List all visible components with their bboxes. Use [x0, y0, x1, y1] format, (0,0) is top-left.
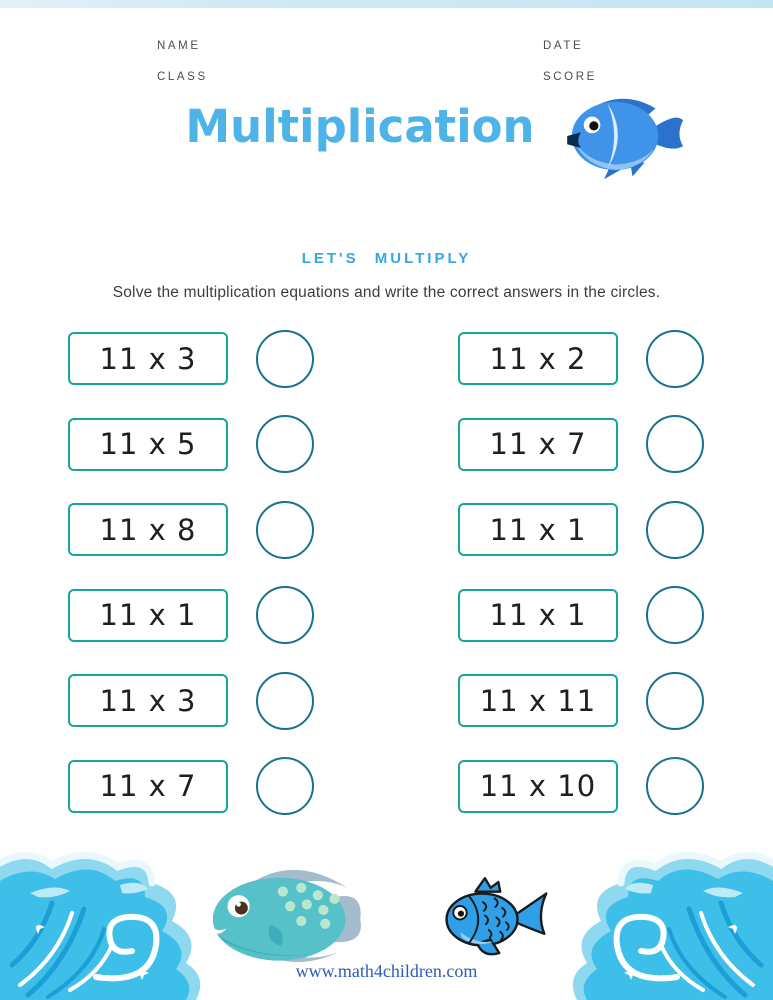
section-heading: LET'S MULTIPLY	[301, 250, 472, 267]
equation-box	[68, 503, 228, 556]
equation-text: 11 x 1	[99, 598, 197, 632]
equation-box	[68, 674, 228, 727]
equation-box	[458, 418, 618, 471]
answer-circle[interactable]	[646, 330, 704, 388]
date-label: DATE	[543, 40, 584, 52]
problem-row	[458, 589, 704, 642]
equation-text: 11 x 2	[489, 341, 587, 376]
problem-row	[458, 332, 704, 385]
answer-circle[interactable]	[646, 586, 704, 644]
problems-column-right	[458, 332, 704, 813]
problem-row	[68, 418, 314, 471]
score-label: SCORE	[543, 71, 597, 83]
answer-circle[interactable]	[646, 757, 704, 815]
equation-box	[458, 332, 618, 385]
answer-circle[interactable]	[256, 330, 314, 388]
answer-circle[interactable]	[256, 501, 314, 559]
instruction-text: Solve the multiplication equations and write the correct answers in the circles.	[112, 284, 661, 301]
equation-box	[458, 674, 618, 727]
equation-box	[458, 760, 618, 813]
equation-box	[68, 760, 228, 813]
problem-row	[68, 674, 314, 727]
problem-row	[68, 332, 314, 385]
top-accent-bar	[0, 0, 773, 8]
problems-column-left	[68, 332, 314, 813]
answer-circle[interactable]	[646, 672, 704, 730]
equation-box	[68, 589, 228, 642]
equation-box	[68, 332, 228, 385]
page-title: Multiplication	[185, 100, 535, 153]
website-link[interactable]: www.math4children.com	[295, 961, 478, 981]
problem-row	[68, 503, 314, 556]
equation-text: 11 x 7	[489, 427, 587, 461]
problem-row	[458, 418, 704, 471]
equation-text: 11 x 5	[99, 427, 197, 461]
equation-text: 11 x 11	[479, 683, 597, 718]
problem-row	[68, 589, 314, 642]
blue-fish-icon	[563, 90, 691, 182]
problem-row	[458, 760, 704, 813]
equation-text: 11 x 10	[479, 769, 597, 803]
equation-text: 11 x 1	[489, 512, 587, 547]
equation-text: 11 x 7	[99, 769, 197, 803]
answer-circle[interactable]	[646, 501, 704, 559]
problem-row	[68, 760, 314, 813]
answer-circle[interactable]	[256, 672, 314, 730]
name-label: NAME	[157, 40, 201, 52]
equation-box	[68, 418, 228, 471]
equation-text: 11 x 3	[99, 341, 197, 376]
equation-box	[458, 503, 618, 556]
equation-box	[458, 589, 618, 642]
equation-text: 11 x 1	[489, 598, 587, 632]
problem-row	[458, 503, 704, 556]
answer-circle[interactable]	[256, 415, 314, 473]
teal-fish-icon	[195, 862, 367, 968]
problem-row	[458, 674, 704, 727]
equation-text: 11 x 3	[99, 683, 197, 718]
class-label: CLASS	[157, 71, 208, 83]
answer-circle[interactable]	[646, 415, 704, 473]
outlined-cartoon-fish-icon	[437, 872, 552, 964]
answer-circle[interactable]	[256, 757, 314, 815]
equation-text: 11 x 8	[99, 512, 197, 547]
answer-circle[interactable]	[256, 586, 314, 644]
